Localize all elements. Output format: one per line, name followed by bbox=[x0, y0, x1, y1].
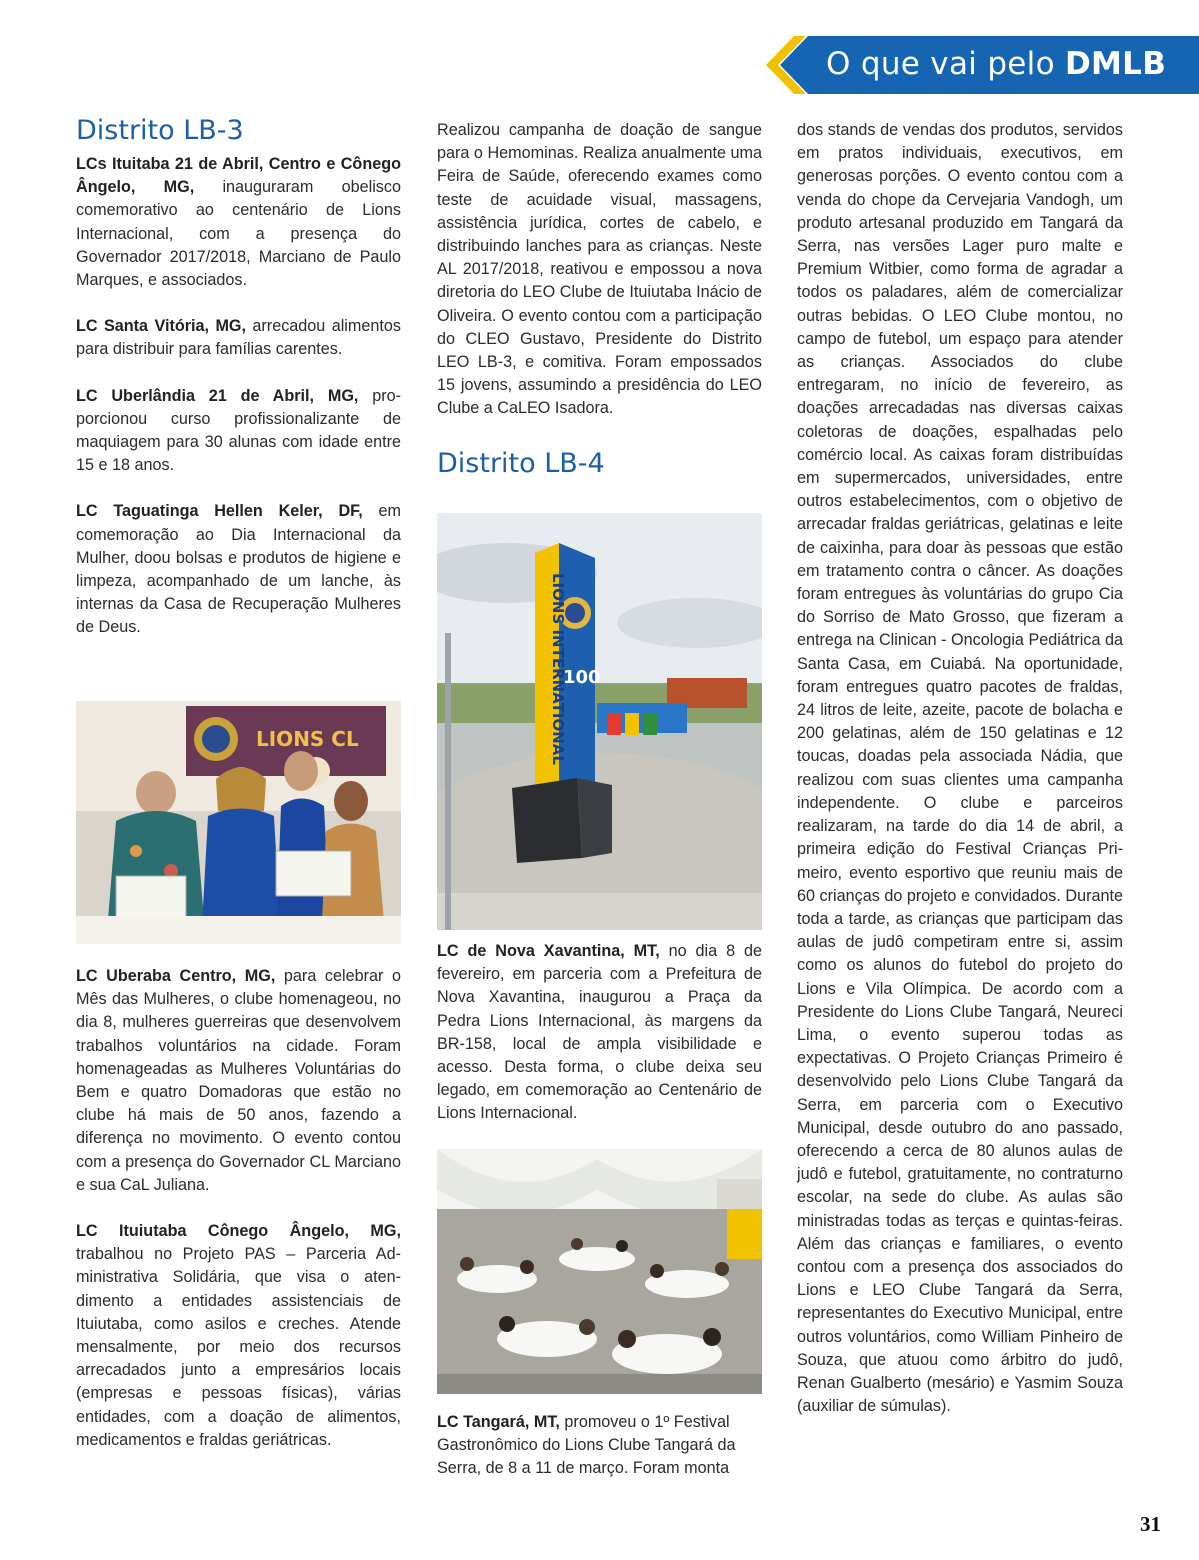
photo-lions-monument bbox=[437, 513, 762, 930]
svg-text:LIONS INTERNATIONAL: LIONS INTERNATIONAL bbox=[549, 573, 567, 765]
column-1-bottom bbox=[76, 965, 401, 1452]
district-title-lb4: Distrito LB-4 bbox=[437, 447, 605, 479]
column-2-middle bbox=[437, 940, 762, 1126]
column-3 bbox=[797, 119, 1123, 1418]
section-title: O que vai pelo DMLB bbox=[826, 46, 1167, 82]
column-2-bottom bbox=[437, 1411, 762, 1481]
news-item: LC Tangará, MT, promoveu o 1º Festival Gastronômico do Lions Clube Tangará da Serra, de 8 a 11 de março. Foram monta bbox=[437, 1413, 736, 1478]
photo-women-honored bbox=[76, 701, 401, 944]
news-item: LCs Ituitaba 21 de Abril, Centro e Cônego Ângelo, MG, inauguraram obelisco comemorativo ao centenário de Lions Internacional, com a presença do Governador 2017/2018, Marciano de Paulo Marques, e associados. bbox=[76, 155, 401, 290]
photo-gastronomic-festival bbox=[437, 1149, 762, 1394]
section-banner bbox=[764, 36, 1199, 94]
page-number: 31 bbox=[1140, 1512, 1161, 1536]
column-1-top bbox=[76, 114, 401, 640]
column-2-top bbox=[437, 119, 762, 481]
news-item: LC Uberlândia 21 de Abril, MG, proporcionou curso profissionalizante de maquiagem para 30 alunas com idade entre 15 e 18 anos. bbox=[76, 386, 401, 475]
district-title-lb3: Distrito LB-3 bbox=[76, 115, 244, 146]
news-item: LC de Nova Xavantina, MT, no dia 8 de fevereiro, em parceria com a Prefeitura de Nova Xavantina, inaugurou a Praça da Pedra Lions Internacional, às margens da BR-158, local de ampla visibilidade e acesso. Desta forma, o clube deixa seu legado, em comemoração ao Centenário de Lions Internacional. bbox=[437, 942, 762, 1123]
news-item: LC Ituiutaba Cônego Ângelo, MG, trabalhou no Projeto PAS – Parceria Administrativa Solidária, que visa o atendimento a entidades assistenciais de Ituiutaba, como asilos e creches. Atende mensalmente, por meio dos recursos arrecadados junto a empresários locais (empresas e pessoas físicas), várias entidades, com a doação de alimentos, medicamentos e fraldas geriátricas. bbox=[76, 1222, 401, 1449]
news-item-continued: Realizou campanha de doação de sangue para o Hemominas. Realiza anualmente uma Feira de Saúde, oferecendo exames como teste de acuidade visual, massagens, assistência jurídica, cortes de cabelo, e distribuindo lanches para as crianças. Neste AL 2017/2018, reativou e empossou a nova diretoria do LEO Clube de Ituiutaba Inácio de Oliveira. O evento contou com a participação do CLEO Gustavo, Presidente do Distrito LEO LB-3, e comitiva. Foram empossados 15 jovens, assumindo a presidência do LEO Clube a CaLEO Isadora. bbox=[437, 121, 762, 418]
svg-text:100: 100 bbox=[563, 667, 601, 688]
news-item: LC Uberaba Centro, MG, para celebrar o Mês das Mulheres, o clube homenageou, no dia 8, mulheres guerreiras que desenvolvem trabalhos voluntários na cidade. Foram homenageadas as Mulheres Voluntárias do Bem e quatro Domadoras que estão no clube há mais de 50 anos, fazendo a diferença no movimento. O evento contou com a presença do Governador CL Marciano e sua CaL Juliana. bbox=[76, 967, 401, 1194]
news-item-continued: dos stands de vendas dos produtos, servidos em pratos individuais, executivos, em generosas porções. O evento contou com a venda do chope da Cervejaria Vandogh, um produto artesanal produzido em Tangará da Serra, nas versões Lager puro malte e Premium Witbier, como forma de agradar a todos os paladares, além de comercializar outras bebidas. O LEO Clube montou, no campo de futebol, um espaço para atender as crianças. Associados do clube entregaram, no início de fevereiro, as doações arrecadadas nas diversas caixas coletoras de doações, espalhadas pelo comércio local. As caixas foram distribuídas em supermercados, universidades, entre outros estabelecimentos, com o objetivo de arrecadar fraldas geriátricas, gelatinas e leite de caixinha, para doar às pessoas que estão em tratamento contra o câncer. As doações foram entregues às voluntárias do grupo Cia do Sorriso de Mato Grosso, que fizeram a entrega na Clinican - Oncologia Pediátrica da Santa Casa, em Cuiabá. Na oportunidade, foram entregues quatro pacotes de fraldas, 24 litros de leite, azeite, pacote de bolacha e 200 gelatinas, além de 150 gelatinas e 12 toucas, doadas pela associada Nádia, que realizou com suas clientes uma campanha independente. O clube e parceiros realizaram, na tarde do dia 14 de abril, a primeira edição do Festival Crianças Primeiro, evento esportivo que reuniu mais de 60 crianças do projeto e convidados. Durante toda a tarde, as crianças que participam das aulas de judô competiram entre si, assim como os alunos do futebol do projeto do Lions e Vila Olímpica. De acordo com a Presidente do Lions Clube Tangará, Neureci Lima, o evento superou todas as expectativas. O Projeto Crianças Primeiro é desenvolvido pelo Lions Clube Tangará da Serra, em parceria com o Executivo Municipal, desde outubro do ano passado, oferecendo a cerca de 80 alunos aulas de judô e futebol, gratuitamente, no contraturno escolar, na sede do clube. As aulas são ministradas todas as terças e quintas-feiras. Além das crianças e familiares, o evento contou com a presença dos associados do Lions e LEO Clube Tangará da Serra, representantes do Executivo Municipal, entre outros voluntários, como William Pinheiro de Souza, que atuou como árbitro do judô, Renan Gualberto (mesário) e Yasmim Souza (auxiliar de súmulas). bbox=[797, 121, 1123, 1416]
news-item: LC Santa Vitória, MG, arrecadou alimentos para distribuir para famílias carentes. bbox=[76, 317, 401, 359]
news-item: LC Taguatinga Hellen Keler, DF, em comemoração ao Dia Internacional da Mulher, doou bolsas e produtos de higiene e limpeza, acompanhado de um lanche, às internas da Casa de Recuperação Mulheres de Deus. bbox=[76, 502, 401, 637]
svg-text:LIONS CL: LIONS CL bbox=[256, 727, 359, 751]
